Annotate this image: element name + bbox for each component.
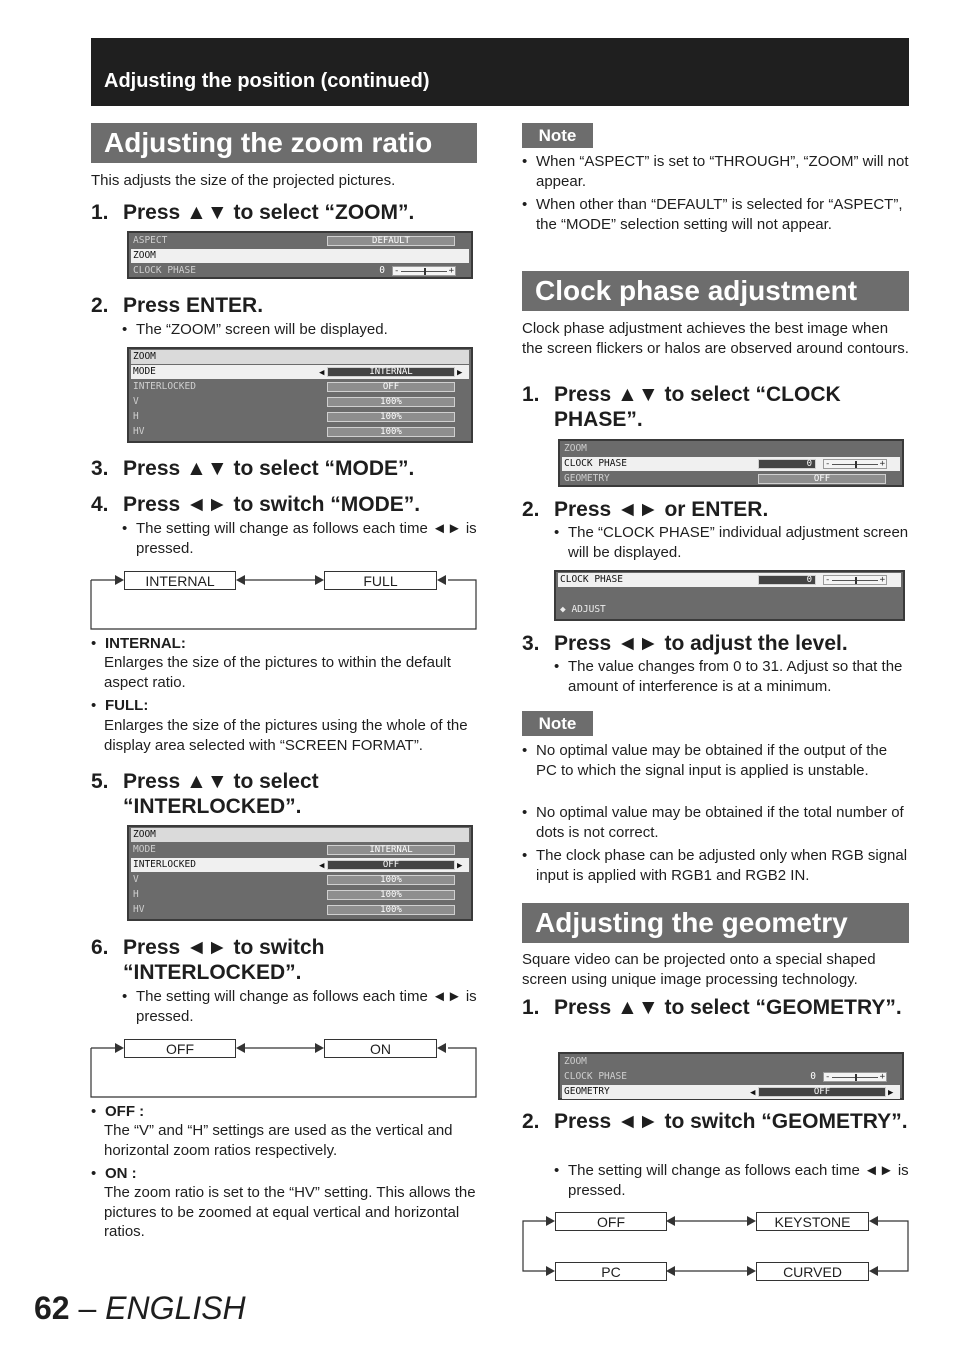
- arrow-right-icon: ▶: [457, 368, 463, 378]
- arrow-left-icon: ◀: [319, 861, 325, 871]
- flow-box-internal: INTERNAL: [124, 571, 236, 590]
- osd-row-geometry: GEOMETRY OFF: [562, 472, 900, 486]
- osd-value-aspect: DEFAULT: [327, 236, 455, 246]
- osd-slider: - +: [394, 266, 454, 276]
- osd-adjust-hint: ◆ ADJUST: [560, 604, 606, 615]
- osd-title: ZOOM: [131, 350, 469, 364]
- osd-row-v: V 100%: [131, 395, 469, 409]
- osd-row-clock-phase: CLOCK PHASE 0 - +: [564, 1071, 885, 1082]
- osd-row-mode: MODE ◀ INTERNAL ▶: [131, 365, 469, 379]
- zoom-step-5: 5. Press ▲▼ to select “INTERLOCKED”.: [91, 770, 319, 818]
- osd-menu-clock-select: [558, 439, 904, 487]
- note-label-1: Note: [522, 123, 593, 148]
- osd-menu-zoom-select: [127, 231, 473, 279]
- def-internal-desc: Enlarges the size of the pictures to within the default aspect ratio.: [104, 654, 451, 691]
- page-number: 62: [34, 1290, 70, 1326]
- flow-box-full: FULL: [324, 571, 437, 590]
- def-off: • OFF :: [91, 1103, 145, 1120]
- osd-row-h: H 100%: [131, 410, 469, 424]
- osd-menu-zoom-mode: [127, 347, 473, 443]
- note1-item-1: • When “ASPECT” is set to “THROUGH”, “ZOOM” will not appear.: [522, 153, 909, 190]
- geometry-step-2-bullet: • The setting will change as follows each time ◄► is pressed.: [554, 1162, 909, 1199]
- note2-item-1: • No optimal value may be obtained if the output of the PC to which the signal input is applied is unstable.: [522, 742, 888, 779]
- zoom-step-6-bullet: • The setting will change as follows each time ◄► is pressed.: [122, 988, 477, 1025]
- arrow-right-icon: ▶: [888, 1088, 894, 1098]
- arrow-right-icon: ▶: [457, 861, 463, 871]
- osd-title: ZOOM: [131, 828, 469, 842]
- clock-step-2: 2. Press ◄► or ENTER.: [522, 498, 769, 521]
- note2-item-3: • The clock phase can be adjusted only when RGB signal input is applied with RGB1 and RGB2 IN.: [522, 847, 908, 884]
- flow-box-keystone: KEYSTONE: [756, 1212, 869, 1231]
- zoom-step-3: 3. Press ▲▼ to select “MODE”.: [91, 457, 415, 480]
- osd-row-aspect: ASPECT DEFAULT: [131, 234, 469, 248]
- def-full: • FULL:: [91, 697, 149, 714]
- section-title-clock-phase: Clock phase adjustment: [522, 271, 909, 311]
- osd-row-clock-phase: CLOCK PHASE 0 - +: [133, 265, 454, 276]
- zoom-step-4-bullet: • The setting will change as follows each time ◄► is pressed.: [122, 520, 477, 557]
- def-on-desc: The zoom ratio is set to the “HV” setting. This allows the pictures to be zoomed at equal vertical and horizontal ratios.: [104, 1184, 476, 1240]
- note2-item-2: • No optimal value may be obtained if the total number of dots is not correct.: [522, 804, 904, 841]
- osd-slider: - +: [825, 575, 885, 585]
- flow-box-off: OFF: [555, 1212, 667, 1231]
- osd-row-interlocked: INTERLOCKED OFF: [131, 380, 469, 394]
- osd-value-clock: 0: [379, 265, 385, 276]
- osd-row-zoom: ZOOM: [564, 1056, 587, 1067]
- osd-row-zoom: ZOOM: [131, 249, 469, 263]
- zoom-step-1: 1. Press ▲▼ to select “ZOOM”.: [91, 201, 415, 224]
- osd-row-h: H 100%: [131, 888, 469, 902]
- zoom-step-2-bullet: • The “ZOOM” screen will be displayed.: [122, 321, 388, 338]
- zoom-step-2: 2. Press ENTER.: [91, 294, 264, 317]
- osd-row-interlocked: INTERLOCKED ◀ OFF ▶: [131, 858, 469, 872]
- zoom-step-4: 4. Press ◄► to switch “MODE”.: [91, 493, 421, 516]
- arrow-left-icon: ◀: [319, 368, 325, 378]
- osd-row-hv: HV 100%: [131, 903, 469, 917]
- clock-step-3: 3. Press ◄► to adjust the level.: [522, 632, 848, 655]
- flow-box-off: OFF: [124, 1039, 236, 1058]
- osd-row-zoom: ZOOM: [564, 443, 587, 454]
- zoom-step-6: 6. Press ◄► to switch “INTERLOCKED”.: [91, 936, 325, 984]
- geometry-step-1: 1. Press ▲▼ to select “GEOMETRY”.: [522, 996, 902, 1019]
- flow-box-curved: CURVED: [756, 1262, 869, 1281]
- osd-row-geometry: GEOMETRY ◀ OFF ▶: [562, 1085, 900, 1099]
- osd-clock-adjust: [554, 570, 905, 621]
- section-title-zoom: Adjusting the zoom ratio: [91, 123, 477, 163]
- note1-item-2: • When other than “DEFAULT” is selected for “ASPECT”, the “MODE” selection setting will not appear.: [522, 196, 903, 233]
- zoom-intro: This adjusts the size of the projected pictures.: [91, 172, 396, 189]
- page-footer: [34, 1290, 246, 1327]
- osd-menu-zoom-interlocked: [127, 825, 473, 921]
- def-internal: • INTERNAL:: [91, 635, 186, 652]
- def-off-desc: The “V” and “H” settings are used as the vertical and horizontal zoom ratios respectively.: [104, 1122, 453, 1159]
- flow-box-on: ON: [324, 1039, 437, 1058]
- def-on: • ON :: [91, 1165, 137, 1182]
- flow-box-pc: PC: [555, 1262, 667, 1281]
- osd-row-v: V 100%: [131, 873, 469, 887]
- def-full-desc: Enlarges the size of the pictures using the whole of the display area selected with “SCREEN FORMAT”.: [104, 717, 468, 754]
- osd-slider: - +: [825, 459, 885, 469]
- osd-row-mode: MODE INTERNAL: [131, 843, 469, 857]
- note-label-2: Note: [522, 711, 593, 736]
- footer-separator: –: [69, 1290, 106, 1326]
- header-title: Adjusting the position (continued): [104, 70, 430, 92]
- osd-row-hv: HV 100%: [131, 425, 469, 439]
- osd-row-clock-phase: CLOCK PHASE 0 - +: [562, 457, 900, 471]
- clock-step-1: 1. Press ▲▼ to select “CLOCK PHASE”.: [522, 383, 841, 431]
- clock-step-3-bullet: • The value changes from 0 to 31. Adjust so that the amount of interference is at a minimum.: [554, 658, 903, 695]
- clock-step-2-bullet: • The “CLOCK PHASE” individual adjustment screen will be displayed.: [554, 524, 909, 561]
- osd-row-clock-phase: CLOCK PHASE 0 - +: [558, 573, 901, 587]
- osd-slider: - +: [825, 1072, 885, 1082]
- section-title-geometry: Adjusting the geometry: [522, 903, 909, 943]
- geometry-intro: Square video can be projected onto a special shaped screen using unique image processing technology.: [522, 951, 876, 988]
- footer-language: ENGLISH: [105, 1290, 246, 1326]
- geometry-step-2: 2. Press ◄► to switch “GEOMETRY”.: [522, 1110, 908, 1133]
- clock-intro: Clock phase adjustment achieves the best image when the screen flickers or halos are observed around contours.: [522, 320, 909, 357]
- osd-menu-geometry-select: [558, 1052, 904, 1100]
- arrow-left-icon: ◀: [750, 1088, 756, 1098]
